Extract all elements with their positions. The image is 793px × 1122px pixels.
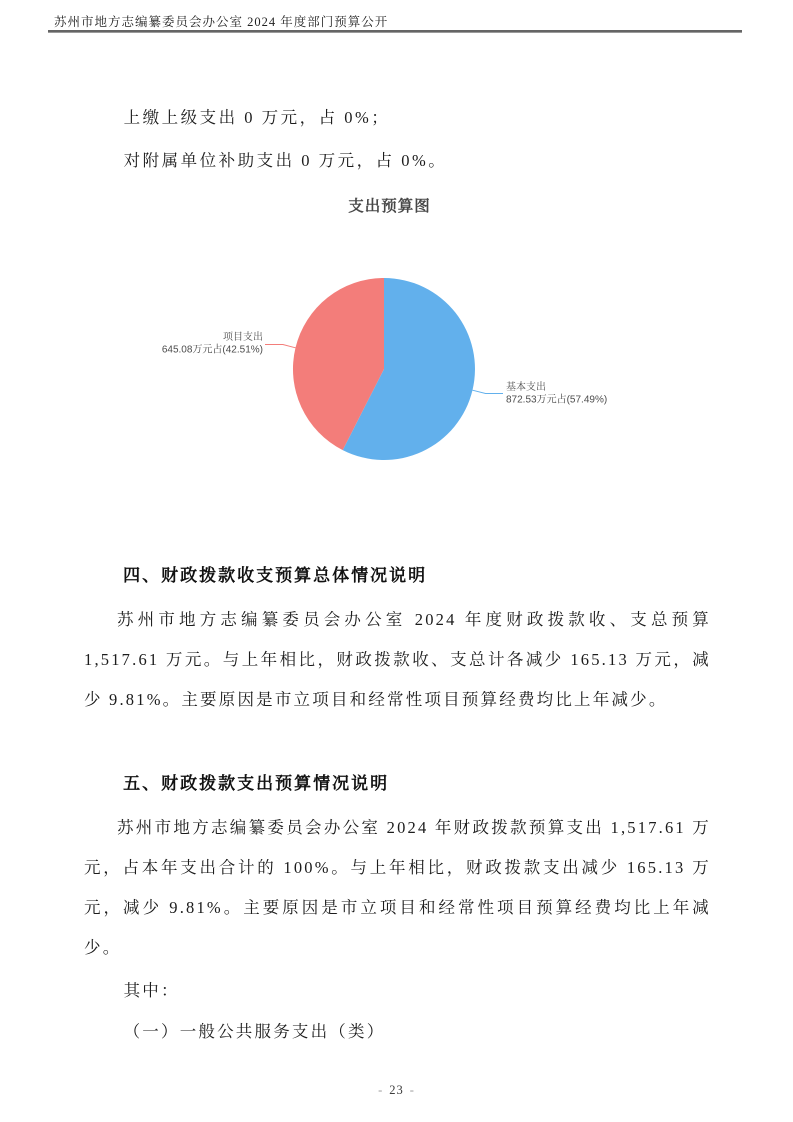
section-heading-four: 四、财政拨款收支预算总体情况说明 <box>123 566 428 585</box>
sub-intro-line: 其中： <box>123 981 180 1000</box>
footer-dash-right: - <box>409 1083 415 1097</box>
section-four-paragraph: 苏州市地方志编纂委员会办公室 2024 年度财政拨款收、支总预算 1,517.61 万元。与上年相比，财政拨款收、支总计各减少 165.13 万元，减少 9.81%。主要原因是市立项目和经常性项目预算经费均比上年减少。 <box>84 610 711 709</box>
chart-title: 支出预算图 <box>348 198 431 215</box>
leader-line-project-expense <box>265 345 296 348</box>
footer-dash-left: - <box>378 1083 384 1097</box>
pie-label-basic-name: 基本支出 <box>506 382 546 393</box>
page-footer <box>0 1083 793 1098</box>
page-number: 23 <box>389 1083 404 1097</box>
section-heading-five: 五、财政拨款支出预算情况说明 <box>123 774 390 793</box>
pie-label-project-name: 项目支出 <box>223 332 263 343</box>
section-five-paragraph: 苏州市地方志编纂委员会办公室 2024 年财政拨款预算支出 1,517.61 万元，占本年支出合计的 100%。与上年相比，财政拨款支出减少 165.13 万元，减少 9.81%。主要原因是市立项目和经常性项目预算经费均比上年减少。 <box>84 818 711 957</box>
intro-line-1: 上缴上级支出 0 万元，占 0%； <box>123 108 391 127</box>
header-title: 苏州市地方志编纂委员会办公室 2024 年度部门预算公开 <box>54 15 389 29</box>
pie-label-basic-value: 872.53万元占(57.49%) <box>506 394 608 406</box>
leader-line-basic-expense <box>473 390 504 393</box>
intro-line-2: 对附属单位补助支出 0 万元，占 0%。 <box>123 151 448 170</box>
pie-label-project-value: 645.08万元占(42.51%) <box>161 344 263 356</box>
sub-item-line: （一）一般公共服务支出（类） <box>123 1022 386 1041</box>
pie-chart <box>0 0 793 520</box>
